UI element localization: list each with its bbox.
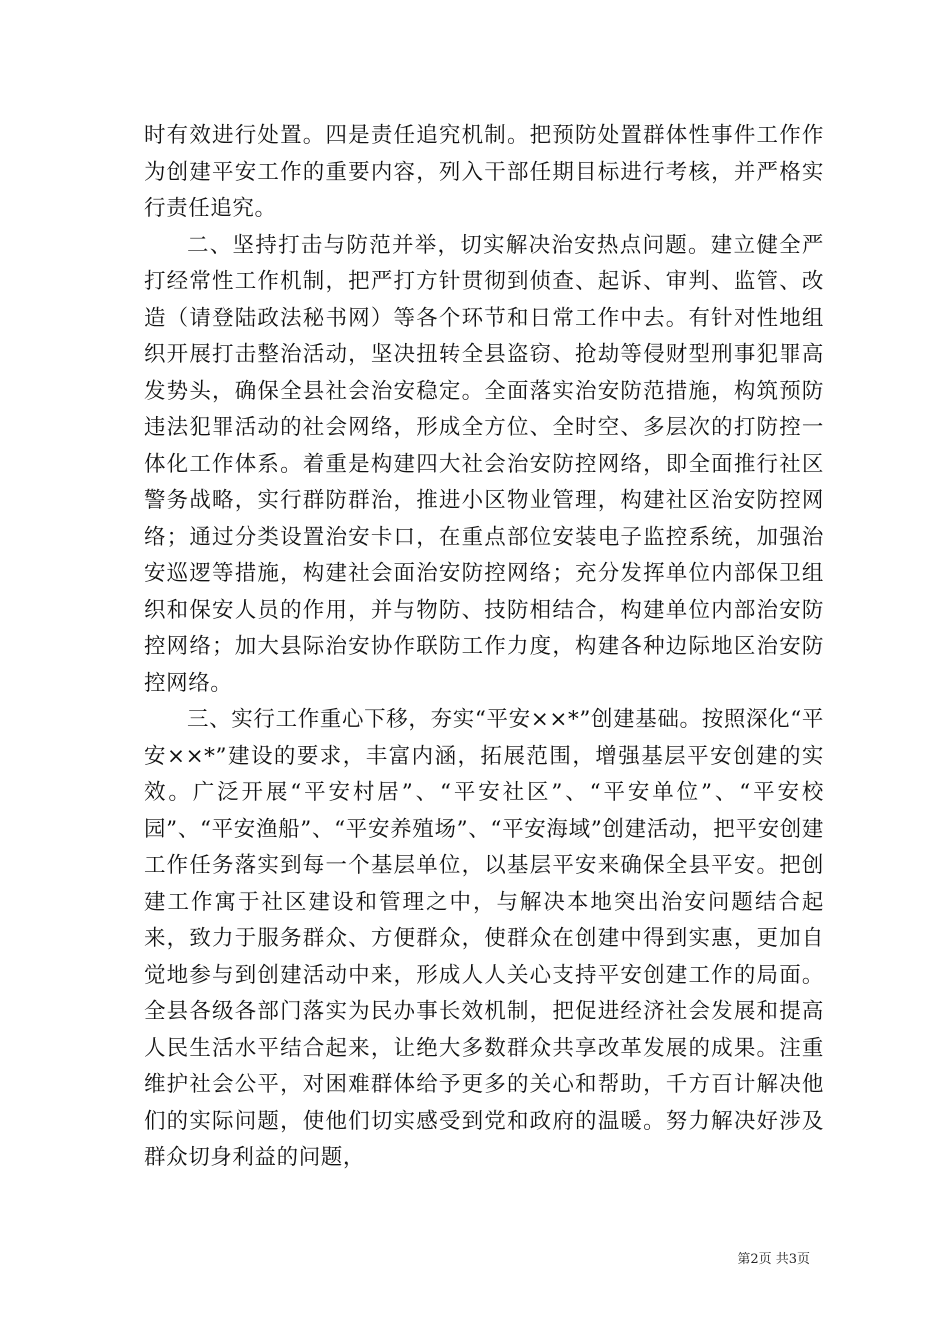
paragraph-continuation: 时有效进行处置。四是责任追究机制。把预防处置群体性事件工作作为创建平安工作的重要内容，列入干部任期目标进行考核，并严格实行责任追究。 xyxy=(144,123,824,221)
document-body xyxy=(144,118,824,1177)
paragraph-section-two: 二、坚持打击与防范并举，切实解决治安热点问题。建立健全严打经常性工作机制，把严打方针贯彻到侦查、起诉、审判、监管、改造（请登陆政法秘书网）等各个环节和日常工作中去。有针对性地组织开展打击整治活动，坚决扭转全县盗窃、抢劫等侵财型刑事犯罪高发势头，确保全县社会治安稳定。全面落实治安防范措施，构筑预防违法犯罪活动的社会网络，形成全方位、全时空、多层次的打防控一体化工作体系。着重是构建四大社会治安防控网络，即全面推行社区警务战略，实行群防群治，推进小区物业管理，构建社区治安防控网络；通过分类设置治安卡口，在重点部位安装电子监控系统，加强治安巡逻等措施，构建社会面治安防控网络；充分发挥单位内部保卫组织和保安人员的作用，并与物防、技防相结合，构建单位内部治安防控网络；加大县际治安协作联防工作力度，构建各种边际地区治安防控网络。 xyxy=(144,232,824,696)
page-number-footer: 第2页 共3页 xyxy=(737,1252,810,1267)
paragraph-section-three: 三、实行工作重心下移，夯实“平安××*”创建基础。按照深化“平安××*”建设的要求，丰富内涵，拓展范围，增强基层平安创建的实效。广泛开展“平安村居”、“平安社区”、“平安单位”、“平安校园”、“平安渔船”、“平安养殖场”、“平安海域”创建活动，把平安创建工作任务落实到每一个基层单位，以基层平安来确保全县平安。把创建工作寓于社区建设和管理之中，与解决本地突出治安问题结合起来，致力于服务群众、方便群众，使群众在创建中得到实惠，更加自觉地参与到创建活动中来，形成人人关心支持平安创建工作的局面。全县各级各部门落实为民办事长效机制，把促进经济社会发展和提高人民生活水平结合起来，让绝大多数群众共享改革发展的成果。注重维护社会公平，对困难群体给予更多的关心和帮助，千方百计解决他们的实际问题，使他们切实感受到党和政府的温暖。努力解决好涉及群众切身利益的问题， xyxy=(144,707,824,1170)
